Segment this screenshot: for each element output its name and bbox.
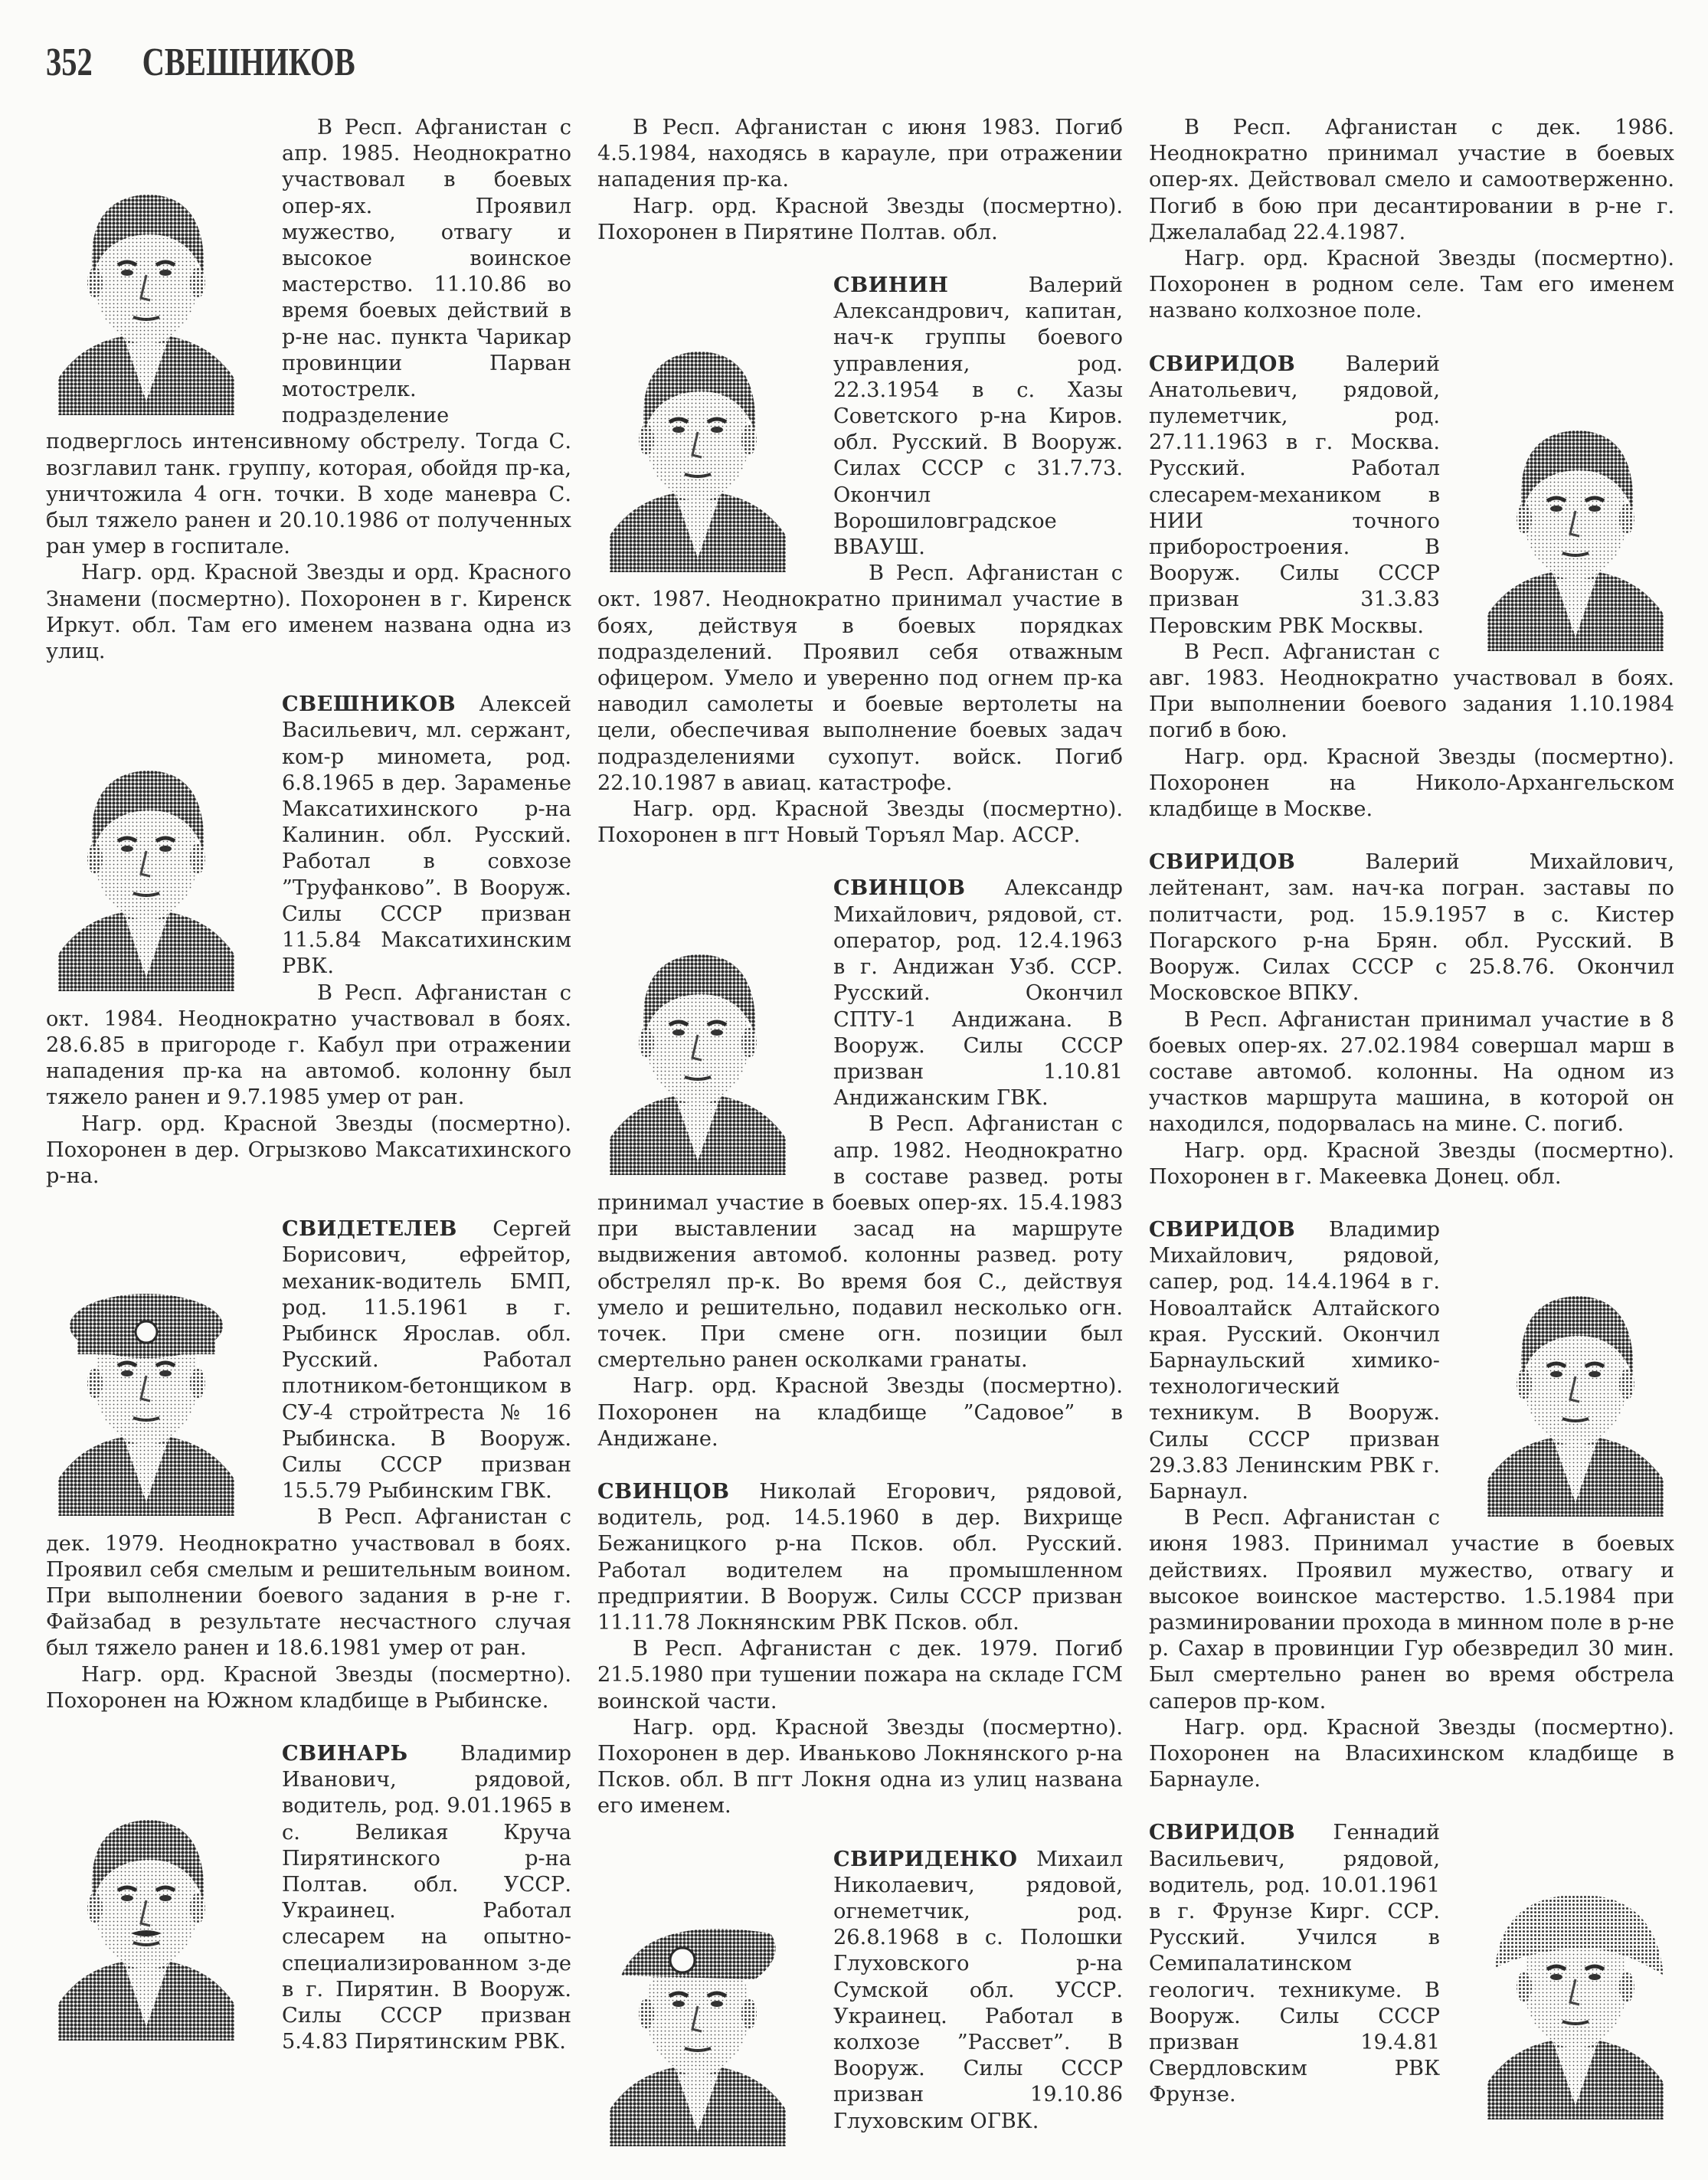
page-header bbox=[46, 40, 355, 85]
entry-text: Владимир Михайлович, рядовой, сапер, род. 14.4.1964 в г. Новоалтайск Алтайского края. Русский. Окончил Барнаульский химико-технологический техникум. В Вооруж. Силы СССР призван 29.3.83 Ленинским РВК г. Барнаул. bbox=[1149, 1217, 1440, 1504]
portrait-photo bbox=[1477, 1876, 1674, 2119]
entry-text: В Респ. Афганистан принимал участие в 8 боевых опер-ях. 27.02.1984 совершал марш в составе автомоб. колонны. На одном из участков маршрута машина, в которой он находился, подорвалась на мине. С. погиб. bbox=[1149, 1007, 1674, 1137]
column-1 bbox=[46, 115, 571, 2081]
biography-entry bbox=[46, 691, 571, 1190]
entry-text: Нагр. орд. Красной Звезды (посмертно). Похоронен в г. Макеевка Донец. обл. bbox=[1149, 1138, 1674, 1189]
entry-paragraph bbox=[597, 1373, 1123, 1452]
entry-paragraph bbox=[597, 1636, 1123, 1715]
entry-text: Нагр. орд. Красной Звезды и орд. Красного Знамени (посмертно). Похоронен в г. Киренск Иркут. обл. Там его именем названа одна из улиц. bbox=[46, 561, 571, 664]
portrait-photo bbox=[1477, 408, 1674, 651]
entry-paragraph bbox=[1149, 246, 1674, 325]
entry-paragraph bbox=[1149, 1138, 1674, 1190]
entry-paragraph bbox=[1149, 115, 1674, 246]
portrait-photo bbox=[599, 329, 797, 572]
column-3 bbox=[1149, 115, 1674, 2153]
entry-paragraph bbox=[46, 1111, 571, 1190]
entry-paragraph bbox=[46, 1662, 571, 1714]
portrait-photo bbox=[599, 1903, 797, 2146]
entry-paragraph bbox=[1149, 1505, 1674, 1715]
portrait-photo bbox=[47, 1797, 245, 2041]
entry-text: Нагр. орд. Красной Звезды (посмертно). Похоронен в Пирятине Полтав. обл. bbox=[597, 194, 1123, 244]
entry-paragraph bbox=[46, 980, 571, 1111]
entry-text: В Респ. Афганистан с апр. 1985. Неоднократно участвовал в боевых опер-ях. Проявил мужество, отвагу и высокое воинское мастерство. 11.10.86 во время боевых действий в р-не нас. пункта Чарикар провинции Парван мотострелк. подразделение подверглось интенсивному обстрелу. Тогда С. возглавил танк. группу, которая, обойдя пр-ка, уничтожила 4 огн. точки. В ходе маневра С. был тяжело ранен и 20.10.1986 от полученных ран умер в госпитале. bbox=[46, 116, 571, 559]
entry-surname: СВИРИДОВ bbox=[1149, 849, 1296, 875]
entry-text: Алексей Васильевич, мл. сержант, ком-р миномета, род. 6.8.1965 в дер. Зараменье Максатихинского р-на Калинин. обл. Русский. Работал в совхозе ”Труфанково”. В Вооруж. Силы СССР призван 11.5.84 Максатихинским РВК. bbox=[282, 692, 571, 979]
entry-paragraph bbox=[1149, 745, 1674, 823]
entry-text: В Респ. Афганистан с дек. 1979. Неоднократно участвовал в боях. Проявил себя смелым и решительным воином. При выполнении боевого задания в р-не г. Файзабад в результате несчастного случая был тяжело ранен и 18.6.1981 умер от ран. bbox=[46, 1505, 571, 1661]
entry-text: Владимир Иванович, рядовой, водитель, род. 9.01.1965 в с. Великая Круча Пирятинского р-на Полтав. обл. УССР. Украинец. Работал слесарем на опытно-специализированном з-де в г. Пирятин. В Вооруж. Силы СССР призван 5.4.83 Пирятинским РВК. bbox=[282, 1741, 571, 2054]
entry-paragraph bbox=[597, 115, 1123, 194]
entry-paragraph bbox=[597, 1715, 1123, 1820]
entry-surname: СВИРИДОВ bbox=[1149, 1820, 1296, 1845]
biography-entry bbox=[597, 1846, 1123, 2154]
entry-surname: СВИРИДЕНКО bbox=[833, 1846, 1018, 1871]
biography-entry bbox=[1149, 1216, 1674, 1793]
portrait-photo bbox=[47, 1272, 245, 1516]
entry-text: Валерий Александрович, капитан, нач-к группы боевого управления, род. 22.3.1954 в с. Хазы Советского р-на Киров. обл. Русский. В Вооруж. Силах СССР с 31.7.73. Окончил Ворошиловградское ВВАУШ. bbox=[833, 273, 1123, 560]
entry-paragraph bbox=[597, 561, 1123, 797]
entry-text: Нагр. орд. Красной Звезды (посмертно). Похоронен на кладбище ”Садовое” в Андижане. bbox=[597, 1374, 1123, 1451]
biography-entry bbox=[1149, 351, 1674, 823]
entry-surname: СВИДЕТЕЛЕВ bbox=[282, 1216, 457, 1242]
biography-entry bbox=[1149, 849, 1674, 1190]
entry-continuation bbox=[1149, 115, 1674, 325]
entry-text: Нагр. орд. Красной Звезды (посмертно). Похоронен в дер. Иваньково Локнянского р-на Псков. обл. В пгт Локня одна из улиц названа его именем. bbox=[597, 1715, 1123, 1818]
entry-paragraph bbox=[1149, 640, 1674, 745]
entry-text: В Респ. Афганистан с июня 1983. Принимал участие в боевых действиях. Проявил мужество, отвагу и высокое воинское мастерство. 1.5.1984 при разминировании прохода в минном поле в р-не р. Сахар в провинции Гур обезвредил 30 мин. Был смертельно ранен во время обстрела саперов пр-ком. bbox=[1149, 1506, 1674, 1714]
entry-surname: СВИНЦОВ bbox=[597, 1478, 730, 1504]
page-number: 352 bbox=[46, 41, 93, 84]
portrait-photo bbox=[599, 931, 797, 1175]
entry-text: В Респ. Афганистан с окт. 1984. Неоднократно участвовал в боях. 28.6.85 в пригороде г. Кабул при отражении нападения пр-ка на автомоб. колонну был тяжело ранен и 9.7.1985 умер от ран. bbox=[46, 980, 571, 1110]
biography-entry bbox=[597, 272, 1123, 849]
entry-paragraph bbox=[597, 194, 1123, 246]
biography-entry bbox=[46, 1216, 571, 1714]
entry-continuation bbox=[46, 115, 571, 665]
entry-surname: СВЕШНИКОВ bbox=[282, 692, 456, 717]
biography-entry bbox=[597, 875, 1123, 1452]
entry-paragraph bbox=[597, 1478, 1123, 1636]
biography-entry bbox=[597, 1478, 1123, 1820]
entry-text: Нагр. орд. Красной Звезды (посмертно). Похоронен на Южном кладбище в Рыбинске. bbox=[46, 1662, 571, 1713]
entry-paragraph bbox=[1149, 1007, 1674, 1138]
entry-paragraph bbox=[46, 560, 571, 665]
biography-entry bbox=[1149, 1819, 1674, 2127]
entry-paragraph bbox=[1149, 849, 1674, 1007]
entry-text: В Респ. Афганистан с дек. 1986. Неоднократно принимал участие в боевых опер-ях. Действовал смело и самоотверженно. Погиб в бою при десантировании в р-не г. Джелалабад 22.4.1987. bbox=[1149, 116, 1674, 244]
entry-text: Сергей Борисович, ефрейтор, механик-водитель БМП, род. 11.5.1961 в г. Рыбинск Ярослав. обл. Русский. Работал плотником-бетонщиком в СУ-4 стройтреста № 16 Рыбинска. В Вооруж. Силы СССР призван 15.5.79 Рыбинским ГВК. bbox=[282, 1217, 571, 1504]
portrait-photo bbox=[47, 172, 245, 415]
entry-text: В Респ. Афганистан с июня 1983. Погиб 4.5.1984, находясь в карауле, при отражении нападения пр-ка. bbox=[597, 116, 1123, 192]
portrait-photo bbox=[1477, 1273, 1674, 1517]
entry-paragraph bbox=[46, 1504, 571, 1661]
entry-text: Геннадий Васильевич, рядовой, водитель, род. 10.01.1961 в г. Фрунзе Кирг. ССР. Русский. Учился в Семипалатинском геологич. техникуме. В Вооруж. Силы СССР призван 19.4.81 Свердловским РВК Фрунзе. bbox=[1149, 1821, 1440, 2107]
entry-surname: СВИРИДОВ bbox=[1149, 1216, 1296, 1242]
entry-text: В Респ. Афганистан с дек. 1979. Погиб 21.5.1980 при тушении пожара на складе ГСМ воинской части. bbox=[597, 1637, 1123, 1714]
entry-surname: СВИНИН bbox=[833, 273, 949, 298]
entry-paragraph bbox=[597, 797, 1123, 849]
entry-text: Николай Егорович, рядовой, водитель, род. 14.5.1960 в дер. Вихрище Бежаницкого р-на Псков. обл. Русский. Работал водителем на промышленном предприятии. В Вооруж. Силы СССР призван 11.11.78 Локнянским РВК Псков. обл. bbox=[597, 1479, 1123, 1635]
column-2 bbox=[597, 115, 1123, 2180]
entry-text: Нагр. орд. Красной Звезды (посмертно). Похоронен на Николо-Архангельском кладбище в Москве. bbox=[1149, 745, 1674, 822]
entry-text: В Респ. Афганистан с авг. 1983. Неоднократно участвовал в боях. При выполнении боевого задания 1.10.1984 погиб в бою. bbox=[1149, 640, 1674, 743]
entry-surname: СВИНЦОВ bbox=[833, 876, 966, 901]
entry-text: Нагр. орд. Красной Звезды (посмертно). Похоронен в родном селе. Там его именем названо колхозное поле. bbox=[1149, 247, 1674, 323]
entry-paragraph bbox=[1149, 1715, 1674, 1794]
biography-entry bbox=[46, 1740, 571, 2055]
entry-text: Михаил Николаевич, рядовой, огнеметчик, род. 26.8.1968 в с. Полошки Глуховского р-на Сумской обл. УССР. Украинец. Работал в колхозе ”Рассвет”. В Вооруж. Силы СССР призван 19.10.86 Глуховским ОГВК. bbox=[833, 1847, 1123, 2133]
entry-text: Валерий Анатольевич, рядовой, пулеметчик, род. 27.11.1963 в г. Москва. Русский. Работал слесарем-механиком в НИИ точного приборостроения. В Вооруж. Силы СССР призван 31.3.83 Перовским РВК Москвы. bbox=[1149, 352, 1440, 638]
entry-continuation bbox=[597, 115, 1123, 246]
entry-text: Нагр. орд. Красной Звезды (посмертно). Похоронен в пгт Новый Торъял Мар. АССР. bbox=[597, 797, 1123, 848]
running-title: СВЕШНИКОВ bbox=[142, 41, 355, 84]
entry-text: В Респ. Афганистан с апр. 1982. Неоднократно в составе развед. роты принимал участие в боевых опер-ях. 15.4.1983 при выставлении засад на маршруте выдвижения автомоб. колонны развед. роту обстрелял пр-к. Во время боя С., действуя умело и решительно, подавил несколько огн. точек. При смене огн. позиции был смертельно ранен осколками гранаты. bbox=[597, 1112, 1123, 1373]
entry-text: Александр Михайлович, рядовой, ст. оператор, род. 12.4.1963 в г. Андижан Узб. ССР. Русский. Окончил СПТУ-1 Андижана. В Вооруж. Силы СССР призван 1.10.81 Андижанским ГВК. bbox=[833, 876, 1123, 1111]
entry-surname: СВИНАРЬ bbox=[282, 1740, 408, 1766]
portrait-photo bbox=[47, 748, 245, 991]
entry-text: Валерий Михайлович, лейтенант, зам. нач-ка погран. заставы по политчасти, род. 15.9.1957 в с. Кистер Погарского р-на Брян. обл. Русский. В Вооруж. Силах СССР с 25.8.76. Окончил Московское ВПКУ. bbox=[1149, 850, 1674, 1006]
entry-text: В Респ. Афганистан с окт. 1987. Неоднократно принимал участие в боях, действуя в боевых порядках подразделений. Проявил себя отважным офицером. Умело и уверенно под огнем пр-ка наводил самолеты и боевые вертолеты на цели, обеспечивая выполнение боевых задач подразделениями сухопут. войск. Погиб 22.10.1987 в авиац. катастрофе. bbox=[597, 561, 1123, 795]
entry-text: Нагр. орд. Красной Звезды (посмертно). Похоронен в дер. Огрызково Максатихинского р-на. bbox=[46, 1111, 571, 1188]
entry-surname: СВИРИДОВ bbox=[1149, 351, 1296, 376]
entry-text: Нагр. орд. Красной Звезды (посмертно). Похоронен на Власихинском кладбище в Барнауле. bbox=[1149, 1715, 1674, 1792]
